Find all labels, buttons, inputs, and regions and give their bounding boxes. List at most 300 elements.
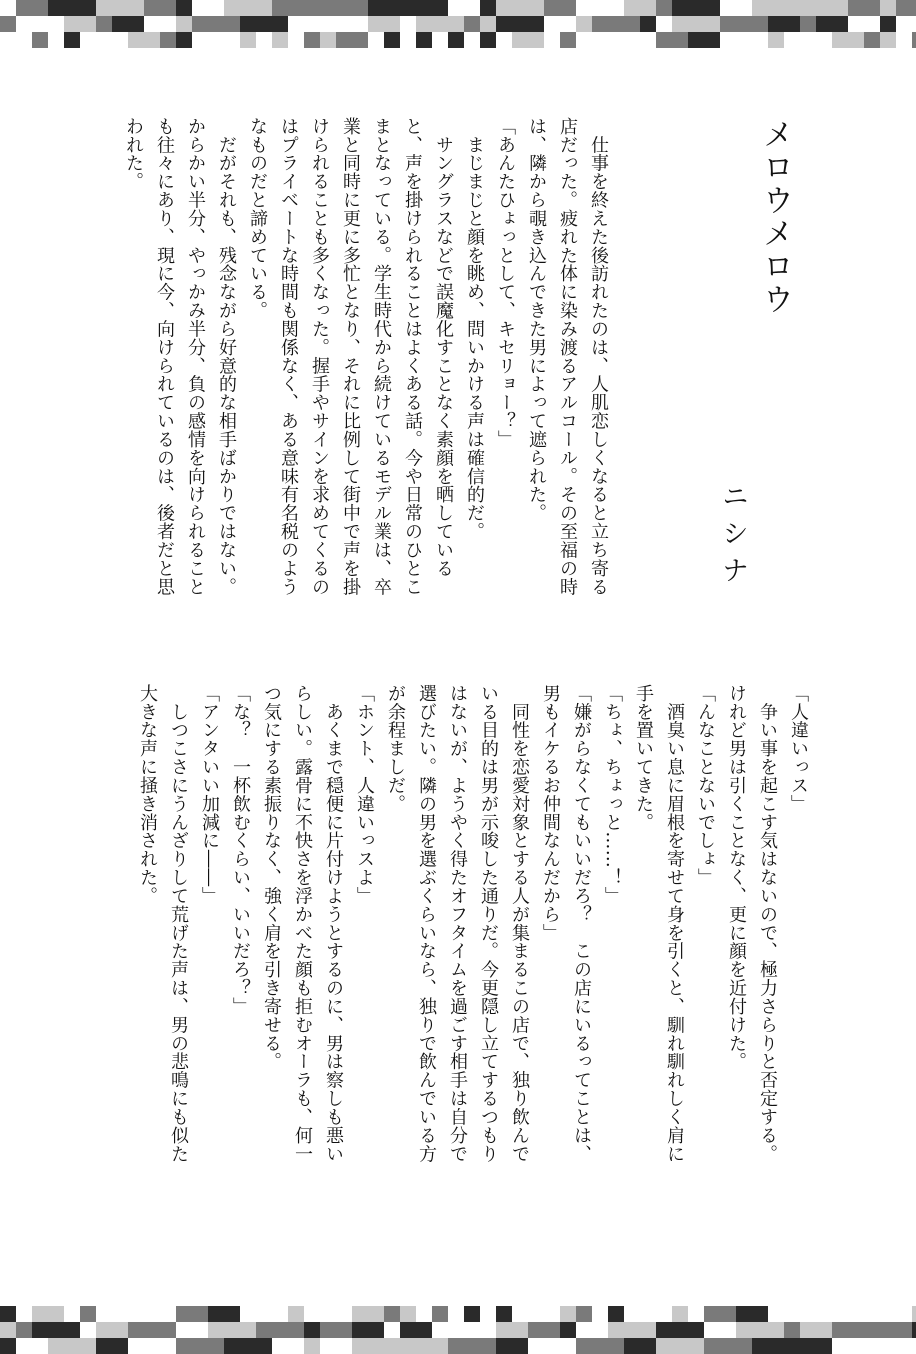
text-line: 業と同時に更に多忙となり、それに比例して街中で声を掛 — [340, 117, 361, 596]
deco-tile — [400, 32, 416, 48]
deco-tile — [336, 16, 352, 32]
deco-tile — [224, 0, 240, 16]
deco-tile — [256, 16, 272, 32]
deco-tile — [832, 1306, 848, 1322]
deco-tile — [736, 1322, 752, 1338]
deco-tile — [48, 16, 64, 32]
deco-tile — [208, 16, 224, 32]
deco-tile — [464, 32, 480, 48]
deco-tile — [400, 1338, 416, 1354]
deco-tile — [288, 16, 304, 32]
deco-tile — [688, 0, 704, 16]
deco-tile — [672, 1338, 688, 1354]
deco-tile — [448, 1306, 464, 1322]
deco-tile — [656, 0, 672, 16]
text-line: からかい半分、やっかみ半分、負の感情を向けられること — [185, 117, 206, 596]
deco-tile — [128, 0, 144, 16]
deco-tile — [448, 32, 464, 48]
deco-tile — [528, 32, 544, 48]
deco-tile — [608, 0, 624, 16]
deco-tile — [592, 32, 608, 48]
deco-tile — [800, 1306, 816, 1322]
deco-tile — [704, 1306, 720, 1322]
deco-tile — [896, 16, 912, 32]
deco-tile — [640, 1338, 656, 1354]
deco-tile — [480, 1338, 496, 1354]
body-text-upper — [104, 117, 614, 677]
deco-tile — [160, 1306, 176, 1322]
deco-tile — [576, 16, 592, 32]
deco-tile — [848, 1306, 864, 1322]
deco-tile — [704, 16, 720, 32]
deco-tile — [256, 0, 272, 16]
deco-tile — [96, 1338, 112, 1354]
deco-tile — [400, 0, 416, 16]
deco-tile — [288, 0, 304, 16]
deco-tile — [128, 1306, 144, 1322]
deco-tile — [736, 0, 752, 16]
deco-tile — [448, 16, 464, 32]
text-line: も往々にあり、現に今、向けられているのは、後者だと思 — [154, 117, 175, 596]
deco-tile — [624, 1306, 640, 1322]
deco-tile — [416, 1338, 432, 1354]
deco-tile — [832, 1338, 848, 1354]
deco-tile — [368, 0, 384, 16]
deco-tile — [752, 0, 768, 16]
deco-tile — [560, 1338, 576, 1354]
text-line: 「な？ 一杯飲むくらい、いいだろ？」 — [230, 684, 251, 1016]
body-text-lower — [104, 684, 814, 1254]
deco-tile — [192, 1306, 208, 1322]
deco-tile — [560, 16, 576, 32]
deco-tile — [880, 1322, 896, 1338]
deco-tile — [848, 32, 864, 48]
deco-tile — [320, 1306, 336, 1322]
text-line: まとなっている。学生時代から続けているモデル業は、卒 — [371, 117, 392, 596]
deco-tile — [496, 32, 512, 48]
deco-tile — [144, 0, 160, 16]
text-line: けられることも多くなった。握手やサインを求めてくるの — [309, 117, 330, 596]
deco-tile — [464, 16, 480, 32]
deco-tile — [560, 1306, 576, 1322]
text-line: 「嫌がらなくてもいいだろ？ この店にいるってことは、 — [571, 684, 592, 1163]
deco-tile — [0, 32, 16, 48]
text-line: まじまじと顔を眺め、問いかける声は確信的だ。 — [464, 117, 485, 541]
deco-tile — [800, 16, 816, 32]
deco-tile — [624, 0, 640, 16]
deco-tile — [864, 1306, 880, 1322]
deco-tile — [272, 1322, 288, 1338]
deco-tile — [720, 1306, 736, 1322]
deco-tile — [608, 16, 624, 32]
deco-tile — [800, 1322, 816, 1338]
deco-tile — [912, 0, 916, 16]
deco-tile — [704, 1338, 720, 1354]
deco-tile — [784, 0, 800, 16]
deco-tile — [528, 0, 544, 16]
deco-tile — [880, 1338, 896, 1354]
deco-tile — [384, 0, 400, 16]
deco-tile — [480, 1306, 496, 1322]
deco-tile — [304, 16, 320, 32]
deco-tile — [480, 16, 496, 32]
deco-tile — [896, 1306, 912, 1322]
deco-tile — [544, 16, 560, 32]
deco-tile — [496, 1338, 512, 1354]
deco-tile — [912, 1338, 916, 1354]
deco-tile — [80, 0, 96, 16]
deco-tile — [320, 0, 336, 16]
deco-tile — [272, 1338, 288, 1354]
deco-tile — [48, 1322, 64, 1338]
deco-tile — [192, 16, 208, 32]
deco-tile — [432, 32, 448, 48]
deco-tile — [432, 0, 448, 16]
deco-tile — [560, 32, 576, 48]
deco-tile — [368, 16, 384, 32]
text-line: 同性を恋愛対象とする人が集まるこの店で、独り飲んで — [509, 684, 530, 1163]
deco-tile — [560, 0, 576, 16]
deco-tile — [16, 16, 32, 32]
deco-tile — [160, 0, 176, 16]
deco-tile — [384, 1338, 400, 1354]
deco-tile — [864, 1338, 880, 1354]
deco-tile — [432, 1338, 448, 1354]
deco-tile — [848, 1322, 864, 1338]
deco-tile — [256, 1322, 272, 1338]
deco-tile — [528, 1322, 544, 1338]
deco-tile — [768, 1306, 784, 1322]
deco-tile — [544, 32, 560, 48]
text-line: 酒臭い息に眉根を寄せて身を引くと、馴れ馴れしく肩に — [664, 684, 685, 1163]
deco-tile — [208, 1338, 224, 1354]
deco-tile — [480, 32, 496, 48]
deco-tile — [768, 32, 784, 48]
deco-tile — [176, 1306, 192, 1322]
deco-tile — [608, 1338, 624, 1354]
deco-tile — [176, 1322, 192, 1338]
deco-tile — [880, 0, 896, 16]
deco-tile — [640, 16, 656, 32]
deco-tile — [720, 16, 736, 32]
deco-tile — [80, 1306, 96, 1322]
deco-tile — [256, 1338, 272, 1354]
deco-tile — [544, 1322, 560, 1338]
deco-tile — [592, 1338, 608, 1354]
text-line: われた。 — [123, 117, 144, 191]
deco-tile — [816, 16, 832, 32]
deco-tile — [656, 1338, 672, 1354]
deco-tile — [752, 1338, 768, 1354]
deco-tile — [832, 32, 848, 48]
deco-tile — [144, 32, 160, 48]
text-line: なものだと諦めている。 — [247, 117, 268, 320]
text-line: と、声を掛けられることはよくある話。今や日常のひとこ — [402, 117, 423, 596]
deco-tile — [448, 1322, 464, 1338]
deco-tile — [576, 32, 592, 48]
deco-tile — [672, 1306, 688, 1322]
deco-tile — [672, 0, 688, 16]
deco-tile — [208, 0, 224, 16]
deco-tile — [560, 1322, 576, 1338]
deco-tile — [912, 32, 916, 48]
deco-tile — [784, 1338, 800, 1354]
deco-tile — [592, 0, 608, 16]
deco-tile — [512, 0, 528, 16]
deco-tile — [864, 16, 880, 32]
deco-tile — [752, 16, 768, 32]
deco-tile — [352, 0, 368, 16]
deco-tile — [576, 0, 592, 16]
deco-tile — [912, 1322, 916, 1338]
deco-tile — [128, 32, 144, 48]
text-line: 仕事を終えた後訪れたのは、人肌恋しくなると立ち寄る — [588, 117, 609, 596]
deco-tile — [224, 1322, 240, 1338]
deco-tile — [624, 16, 640, 32]
top-decorative-border — [0, 0, 916, 48]
deco-tile — [288, 1322, 304, 1338]
author-name: ニシナ — [717, 482, 748, 593]
deco-tile — [336, 0, 352, 16]
deco-tile — [384, 16, 400, 32]
deco-tile — [272, 32, 288, 48]
deco-tile — [720, 1322, 736, 1338]
deco-tile — [16, 1306, 32, 1322]
deco-tile — [16, 1338, 32, 1354]
deco-tile — [768, 16, 784, 32]
deco-tile — [880, 1306, 896, 1322]
deco-tile — [400, 1322, 416, 1338]
deco-tile — [176, 0, 192, 16]
deco-tile — [208, 32, 224, 48]
deco-tile — [896, 1322, 912, 1338]
deco-tile — [656, 16, 672, 32]
deco-tile — [752, 32, 768, 48]
deco-tile — [64, 1306, 80, 1322]
deco-tile — [144, 1338, 160, 1354]
bottom-decorative-border — [0, 1306, 916, 1354]
deco-tile — [160, 32, 176, 48]
deco-tile — [400, 1306, 416, 1322]
deco-tile — [320, 1338, 336, 1354]
text-line: 男もイケるお仲間なんだから」 — [540, 684, 561, 942]
deco-tile — [192, 1322, 208, 1338]
text-line: 「人違いっス」 — [788, 684, 809, 813]
deco-tile — [384, 1306, 400, 1322]
deco-tile — [112, 1322, 128, 1338]
deco-tile — [576, 1306, 592, 1322]
deco-tile — [720, 1338, 736, 1354]
deco-tile — [736, 32, 752, 48]
deco-tile — [864, 1322, 880, 1338]
deco-tile — [192, 0, 208, 16]
deco-tile — [176, 1338, 192, 1354]
deco-tile — [0, 1338, 16, 1354]
deco-tile — [32, 1322, 48, 1338]
text-line: 選びたい。隣の男を選ぶくらいなら、独りで飲んでいる方 — [416, 684, 437, 1163]
deco-tile — [80, 16, 96, 32]
text-line: が余程ましだ。 — [385, 684, 406, 813]
deco-tile — [416, 32, 432, 48]
deco-tile — [224, 1306, 240, 1322]
deco-tile — [80, 1338, 96, 1354]
deco-tile — [416, 0, 432, 16]
deco-tile — [496, 16, 512, 32]
deco-tile — [784, 1322, 800, 1338]
deco-tile — [544, 0, 560, 16]
deco-tile — [816, 1322, 832, 1338]
deco-tile — [176, 16, 192, 32]
deco-tile — [816, 0, 832, 16]
deco-tile — [496, 1322, 512, 1338]
deco-tile — [48, 1306, 64, 1322]
deco-tile — [784, 32, 800, 48]
deco-tile — [96, 16, 112, 32]
deco-tile — [592, 16, 608, 32]
deco-tile — [704, 1322, 720, 1338]
deco-tile — [64, 0, 80, 16]
deco-tile — [64, 32, 80, 48]
deco-tile — [48, 1338, 64, 1354]
text-line: らしい。露骨に不快さを浮かべた顔も拒むオーラも、何一 — [292, 684, 313, 1163]
deco-tile — [528, 1338, 544, 1354]
deco-tile — [752, 1306, 768, 1322]
deco-tile — [608, 1322, 624, 1338]
deco-tile — [656, 32, 672, 48]
text-line: 大きな声に掻き消された。 — [137, 684, 158, 906]
text-line: 「んなことないでしょ」 — [695, 684, 716, 887]
deco-tile — [672, 16, 688, 32]
deco-tile — [16, 1322, 32, 1338]
deco-tile — [592, 1306, 608, 1322]
deco-tile — [48, 32, 64, 48]
text-line: サングラスなどで誤魔化すことなく素顔を晒している — [433, 117, 454, 578]
deco-tile — [480, 0, 496, 16]
text-line: 手を置いてきた。 — [633, 684, 654, 832]
deco-tile — [720, 32, 736, 48]
deco-tile — [912, 1306, 916, 1322]
deco-tile — [576, 1338, 592, 1354]
deco-tile — [208, 1306, 224, 1322]
deco-tile — [128, 1338, 144, 1354]
deco-tile — [256, 1306, 272, 1322]
deco-tile — [864, 0, 880, 16]
deco-tile — [736, 16, 752, 32]
deco-tile — [144, 1322, 160, 1338]
deco-tile — [16, 0, 32, 16]
deco-tile — [688, 32, 704, 48]
deco-tile — [640, 32, 656, 48]
deco-tile — [64, 1338, 80, 1354]
deco-tile — [880, 32, 896, 48]
deco-tile — [320, 32, 336, 48]
deco-tile — [304, 1306, 320, 1322]
deco-tile — [384, 32, 400, 48]
deco-tile — [432, 1322, 448, 1338]
text-line: けれど男は引くことなく、更に顔を近付けた。 — [726, 684, 747, 1071]
deco-tile — [688, 16, 704, 32]
deco-tile — [32, 16, 48, 32]
deco-tile — [240, 32, 256, 48]
deco-tile — [368, 32, 384, 48]
deco-tile — [272, 1306, 288, 1322]
deco-tile — [624, 32, 640, 48]
deco-tile — [192, 32, 208, 48]
deco-tile — [112, 16, 128, 32]
deco-tile — [144, 16, 160, 32]
deco-tile — [240, 0, 256, 16]
deco-tile — [512, 1322, 528, 1338]
deco-tile — [400, 16, 416, 32]
deco-tile — [0, 16, 16, 32]
text-line: はないが、ようやく得たオフタイムを過ごす相手は自分で — [447, 684, 468, 1163]
deco-tile — [864, 32, 880, 48]
deco-tile — [896, 0, 912, 16]
deco-tile — [736, 1338, 752, 1354]
deco-tile — [416, 1306, 432, 1322]
deco-tile — [256, 32, 272, 48]
text-line: あくまで穏便に片付けようとするのに、男は察しも悪い — [323, 684, 344, 1163]
deco-tile — [64, 1322, 80, 1338]
text-line: しつこさにうんざりして荒げた声は、男の悲鳴にも似た — [168, 684, 189, 1163]
deco-tile — [320, 1322, 336, 1338]
deco-tile — [224, 16, 240, 32]
deco-tile — [640, 1322, 656, 1338]
deco-tile — [896, 1338, 912, 1354]
deco-tile — [784, 1306, 800, 1322]
deco-tile — [48, 0, 64, 16]
text-line: つ気にする素振りなく、強く肩を引き寄せる。 — [261, 684, 282, 1071]
deco-tile — [672, 32, 688, 48]
deco-tile — [624, 1338, 640, 1354]
deco-tile — [896, 32, 912, 48]
deco-tile — [800, 1338, 816, 1354]
deco-tile — [608, 1306, 624, 1322]
deco-tile — [304, 1322, 320, 1338]
text-line: 「ホント、人違いっスよ」 — [354, 684, 375, 906]
deco-tile — [336, 1338, 352, 1354]
deco-tile — [96, 0, 112, 16]
text-line: は、隣から覗き込んできた男によって遮られた。 — [526, 117, 547, 523]
deco-tile — [240, 16, 256, 32]
deco-tile — [592, 1322, 608, 1338]
deco-tile — [160, 16, 176, 32]
deco-tile — [800, 32, 816, 48]
deco-tile — [112, 1306, 128, 1322]
deco-tile — [288, 32, 304, 48]
deco-tile — [416, 16, 432, 32]
deco-tile — [240, 1322, 256, 1338]
deco-tile — [496, 0, 512, 16]
deco-tile — [32, 1306, 48, 1322]
deco-tile — [32, 32, 48, 48]
deco-tile — [480, 1322, 496, 1338]
text-line: はプライベートな時間も関係なく、ある意味有名税のよう — [278, 117, 299, 596]
deco-tile — [112, 32, 128, 48]
deco-tile — [96, 1322, 112, 1338]
deco-tile — [160, 1338, 176, 1354]
deco-tile — [96, 1306, 112, 1322]
deco-tile — [272, 16, 288, 32]
deco-tile — [816, 1338, 832, 1354]
deco-tile — [448, 1338, 464, 1354]
deco-tile — [624, 1322, 640, 1338]
deco-tile — [192, 1338, 208, 1354]
text-line: いる目的は男が示唆した通りだ。今更隠し立てするつもり — [478, 684, 499, 1163]
deco-tile — [416, 1322, 432, 1338]
deco-tile — [240, 1338, 256, 1354]
deco-tile — [368, 1322, 384, 1338]
